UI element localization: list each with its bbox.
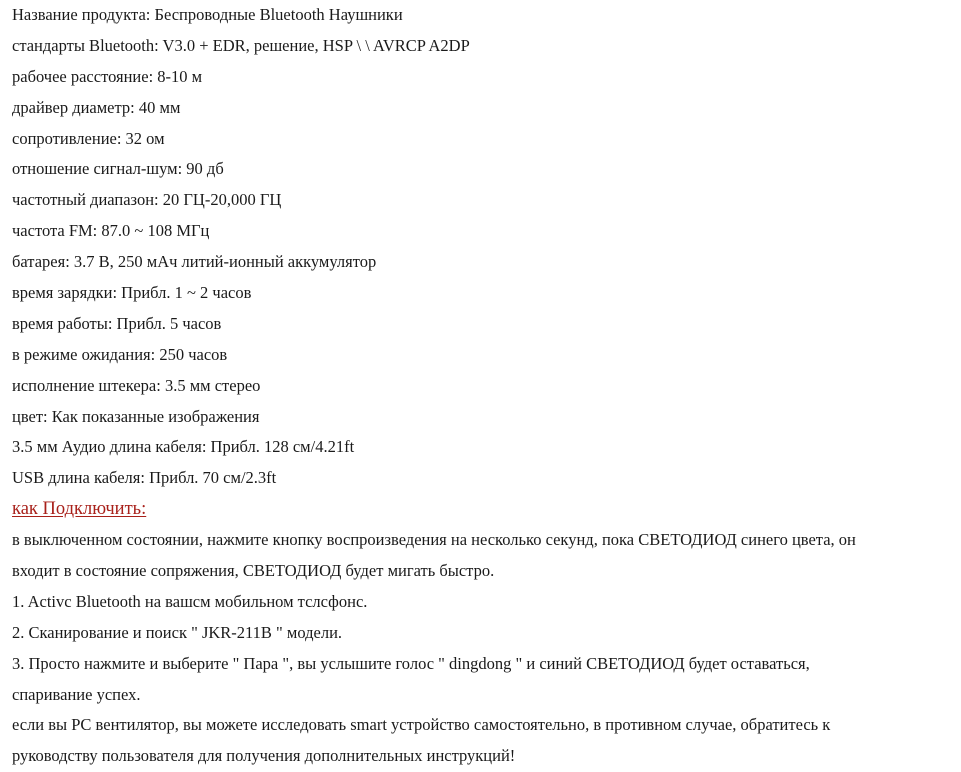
instruction-step-2: 2. Сканирование и поиск " JKR-211B " модели. bbox=[12, 622, 343, 642]
instruction-line: в выключенном состоянии, нажмите кнопку воспроизведения на несколько секунд, пока СВЕТОДИОД синего цвета, он bbox=[12, 530, 856, 550]
instruction-step-3: 3. Просто нажмите и выберите " Пара ", вы услышите голос " dingdong " и синий СВЕТОДИОД будет оставаться, bbox=[12, 653, 810, 673]
product-description bbox=[12, 0, 957, 772]
spec-driver-diameter: драйвер диаметр: 40 мм bbox=[12, 97, 181, 117]
spec-frequency-range: частотный диапазон: 20 ГЦ-20,000 ГЦ bbox=[12, 190, 282, 210]
spec-charging-time: время зарядки: Прибл. 1 ~ 2 часов bbox=[12, 283, 252, 303]
instruction-note: если вы PC вентилятор, вы можете исследовать smart устройство самостоятельно, в противном случае, обратитесь к bbox=[12, 715, 831, 735]
spec-battery: батарея: 3.7 В, 250 мАч литий-ионный аккумулятор bbox=[12, 252, 377, 272]
instruction-step-1: 1. Activc Bluetooth на вашсм мобильном тслсфонс. bbox=[12, 591, 368, 611]
spec-fm-frequency: частота FM: 87.0 ~ 108 МГц bbox=[12, 221, 210, 241]
instruction-line: спаривание успех. bbox=[12, 684, 141, 704]
spec-list bbox=[12, 0, 957, 494]
spec-working-distance: рабочее расстояние: 8-10 м bbox=[12, 66, 203, 86]
spec-standby-time: в режиме ожидания: 250 часов bbox=[12, 344, 228, 364]
spec-working-time: время работы: Прибл. 5 часов bbox=[12, 313, 222, 333]
spec-snr: отношение сигнал-шум: 90 дб bbox=[12, 159, 224, 179]
spec-usb-cable-length: USB длина кабеля: Прибл. 70 см/2.3ft bbox=[12, 468, 277, 488]
instruction-note: руководству пользователя для получения дополнительных инструкций! bbox=[12, 746, 516, 766]
spec-plug: исполнение штекера: 3.5 мм стерео bbox=[12, 375, 261, 395]
spec-impedance: сопротивление: 32 ом bbox=[12, 128, 165, 148]
instruction-line: входит в состояние сопряжения, СВЕТОДИОД будет мигать быстро. bbox=[12, 561, 495, 581]
spec-audio-cable-length: 3.5 мм Аудио длина кабеля: Прибл. 128 см/4.21ft bbox=[12, 437, 355, 457]
spec-product-name: Название продукта: Беспроводные Bluetooth Наушники bbox=[12, 5, 403, 24]
connect-instructions bbox=[12, 525, 957, 772]
connect-heading: как Подключить: bbox=[12, 499, 147, 520]
spec-color: цвет: Как показанные изображения bbox=[12, 406, 260, 426]
spec-bluetooth-standards: стандарты Bluetooth: V3.0 + EDR, решение, HSP \ \ AVRCP A2DP bbox=[12, 35, 470, 55]
